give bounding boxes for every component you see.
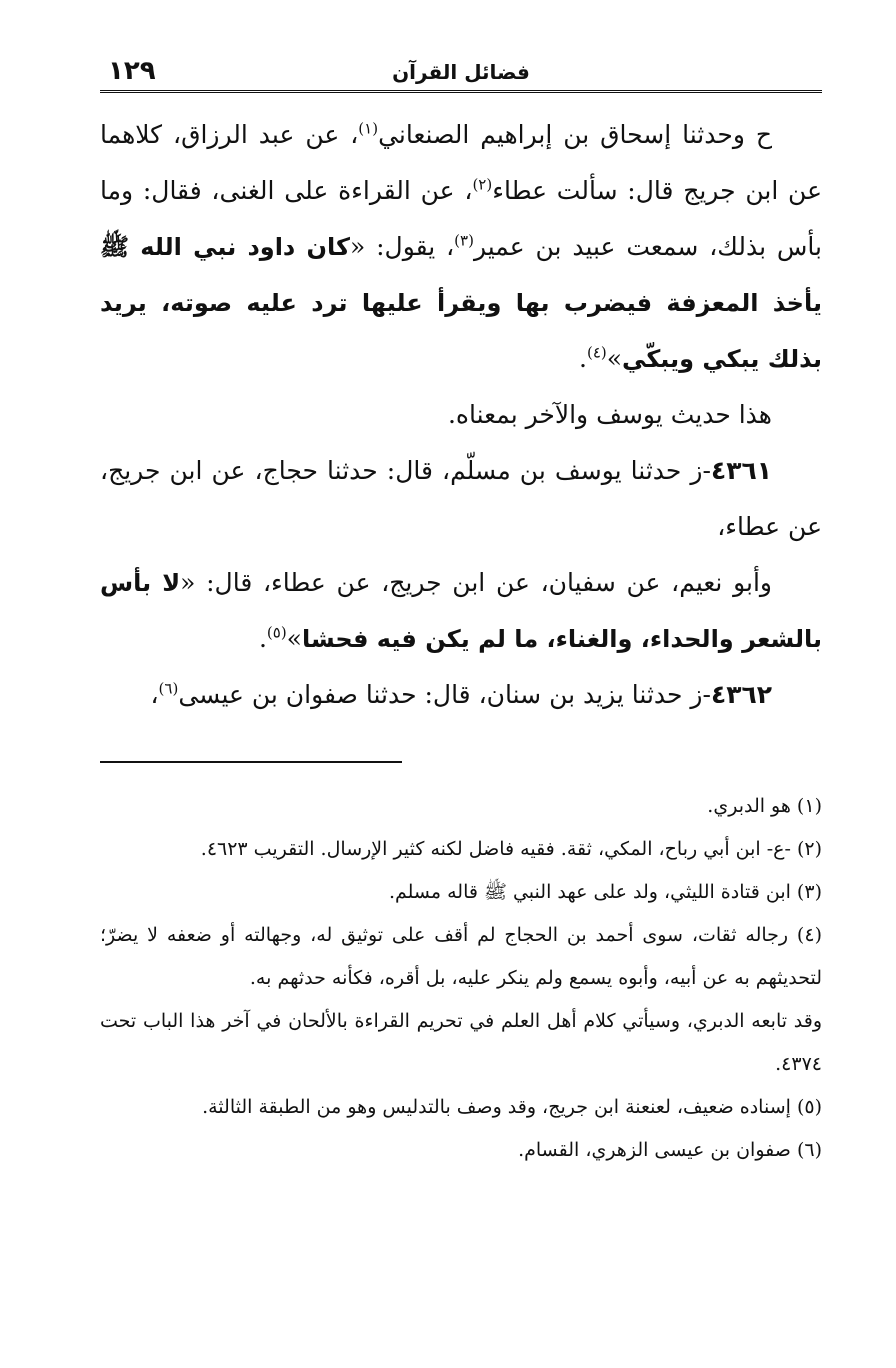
text-span: ح وحدثنا إسحاق بن إبراهيم الصنعاني xyxy=(378,120,772,149)
hadith-matn: لا بأس بالشعر والحداء، والغناء، ما لم يكن فيه فحشا xyxy=(100,569,822,653)
text-span: وأبو نعيم، عن سفيان، عن ابن جريج، عن عطاء، قال: « xyxy=(180,568,772,597)
text-span: ، عن القراءة على الغنى، فقال: وما بأس بذلك، سمعت عبيد بن عمير xyxy=(100,176,822,261)
footnote-3: (٣) ابن قتادة الليثي، ولد على عهد النبي ﷺ قاله مسلم. xyxy=(388,881,822,903)
footnote-1: (١) هو الدبري. xyxy=(707,795,822,817)
text-span: . xyxy=(579,344,587,373)
hadith-4362 xyxy=(100,667,822,723)
text-span: » xyxy=(606,344,623,373)
footnote-4-continued: وقد تابعه الدبري، وسيأتي كلام أهل العلم في تحريم القراءة بالألحان في آخر هذا الباب تحت ٤٣٧٤. xyxy=(100,1010,822,1075)
paragraph-note: هذا حديث يوسف والآخر بمعناه. xyxy=(447,400,772,429)
hadith-number: ٤٣٦٢ xyxy=(710,680,772,709)
book-page xyxy=(100,52,822,1172)
footnotes xyxy=(100,785,822,1172)
footnote-4: (٤) رجاله ثقات، سوى أحمد بن الحجاج لم أقف على توثيق له، وجهالته أو ضعفه لا يضرّ؛ لتحديثهم به عن أبيه، وأبوه يسمع ولم ينكر عليه، بل أقره، فكأنه حدثهم به. xyxy=(100,924,822,989)
footnote-ref-5[interactable]: (٥) xyxy=(266,623,287,642)
hadith-number: ٤٣٦١ xyxy=(710,456,772,485)
footnote-ref-2[interactable]: (٢) xyxy=(472,175,493,194)
paragraph-abu-nuaym xyxy=(100,555,822,667)
hadith-matn: كان داود نبي الله ﷺ يأخذ المعزفة فيضرب بها ويقرأ عليها ترد عليه صوته، يريد بذلك يبكي ويبكّي xyxy=(100,233,822,373)
footnote-ref-3[interactable]: (٣) xyxy=(454,231,474,250)
text-span: . xyxy=(258,624,267,653)
page-number: ١٢٩ xyxy=(108,56,156,86)
running-header xyxy=(100,52,822,93)
footnote-ref-6[interactable]: (٦) xyxy=(158,679,179,698)
paragraph-isnad xyxy=(100,107,822,387)
text-span: -ز حدثنا يزيد بن سنان، قال: حدثنا صفوان بن عيسى xyxy=(178,680,711,709)
hadith-4361 xyxy=(100,443,822,555)
footnote-6: (٦) صفوان بن عيسى الزهري، القسام. xyxy=(518,1139,822,1161)
text-span: ، xyxy=(150,680,159,709)
text-span: ، يقول: « xyxy=(349,232,455,261)
footnote-2: (٢) -ع- ابن أبي رباح، المكي، ثقة. فقيه فاضل لكنه كثير الإرسال. التقريب ٤٦٢٣. xyxy=(200,838,822,860)
main-text xyxy=(100,107,822,723)
footnote-divider xyxy=(100,761,402,763)
footnote-ref-1[interactable]: (١) xyxy=(358,119,379,138)
text-span: -ز حدثنا يوسف بن مسلّم، قال: حدثنا حجاج، عن ابن جريج، عن عطاء، xyxy=(100,456,822,541)
footnote-ref-4[interactable]: (٤) xyxy=(586,343,607,362)
text-span: ، عن عبد الرزاق، كلاهما عن ابن جريج قال: سألت عطاء xyxy=(100,120,822,205)
footnote-5: (٥) إسناده ضعيف، لعنعنة ابن جريج، وقد وصف بالتدليس وهو من الطبقة الثالثة. xyxy=(202,1096,822,1118)
running-header-title: فضائل القرآن xyxy=(392,60,530,84)
text-span: » xyxy=(286,624,302,653)
